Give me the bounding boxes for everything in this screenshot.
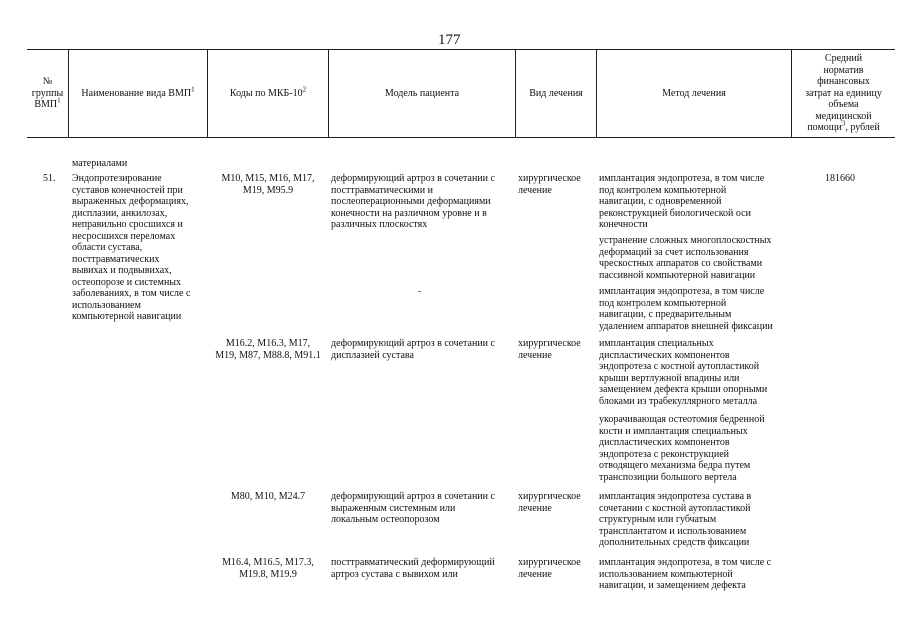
icd-codes: M16.4, M16.5, M17.3, M19.8, M19.9 [222, 557, 314, 580]
continuation-text: материалами [72, 158, 128, 169]
treatment-method: имплантация эндопротеза, в том числе с использованием компьютерной навигации, и замещением дефекта [599, 557, 772, 591]
group-number: 51. [43, 173, 56, 184]
header-cost [792, 50, 895, 137]
patient-model: посттравматический деформирующий артроз сустава с вывихом или [331, 557, 495, 580]
header-method-text: Метод лечения [662, 87, 726, 99]
header-cost-unit: , рублей [845, 122, 880, 134]
treatment-method: укорачивающая остеотомия бедренной кости и имплантация специальных диспластических компонентов эндопротеза с реконструкцией отводящего механизма бедра путем транспозиции большого вертела [599, 414, 765, 483]
footnote-marker: 3 [841, 119, 846, 128]
treatment-type: хирургическое лечение [518, 338, 581, 361]
patient-model: деформирующий артроз в сочетании с посттравматическими и послеоперационными деформациями конечности на различном уровне и в различных плоскостях [331, 173, 495, 230]
header-method [597, 50, 791, 137]
header-cost-text: Средний норматив финансовых затрат на единицу объема медицинской помощи [805, 53, 882, 134]
group-name: Эндопротезирование суставов конечностей при выраженных деформациях, дисплазии, анкилозах, неправильно сросшихся и несросшихся переломах области сустава, посттравматических вывихах и подвывихах, остеопорозе и системных заболеваниях, в том числе с использованием компьютерной навигации [72, 173, 191, 322]
header-type-text: Вид лечения [529, 87, 583, 99]
header-model [329, 50, 515, 137]
header-model-text: Модель пациента [384, 87, 460, 99]
header-group-number [27, 50, 68, 137]
treatment-method: устранение сложных многоплоскостных деформаций за счет использования чрескостных аппаратов со свойствами пассивной компьютерной навигации [599, 235, 772, 281]
table-header-bottom-border [27, 137, 895, 138]
treatment-method: имплантация эндопротеза, в том числе под контролем компьютерной навигации, с предварительным удалением аппаратов внешней фиксации [599, 286, 773, 332]
footnote-marker: 1 [57, 96, 61, 105]
treatment-type: хирургическое лечение [518, 173, 581, 196]
header-name-text: Наименование вида ВМП [81, 87, 192, 99]
treatment-type: хирургическое лечение [518, 491, 581, 514]
header-name [69, 50, 207, 137]
footnote-marker: 2 [302, 85, 307, 94]
header-codes [208, 50, 328, 137]
icd-codes: M80, M10, M24.7 [230, 491, 306, 502]
treatment-method: имплантация эндопротеза сустава в сочетании с костной аутопластикой структурным или губчатым трансплантатом и использованием дополнительных средств фиксации [599, 491, 752, 548]
header-type [516, 50, 596, 137]
header-codes-text: Коды по МКБ-10 [229, 87, 303, 99]
header-group-number-text: № группы ВМП [31, 76, 64, 111]
scan-mark [418, 291, 421, 292]
patient-model: деформирующий артроз в сочетании с выраженным системным или локальным остеопорозом [331, 491, 495, 525]
treatment-method: имплантация специальных диспластических компонентов эндопротеза с костной аутопластикой крыши вертлужной впадины или замещением дефекта крыши опорными блоками из трабекуллярного металла [599, 338, 768, 407]
patient-model: деформирующий артроз в сочетании с дисплазией сустава [331, 338, 495, 361]
icd-codes: M16.2, M16.3, M17, M19, M87, M88.8, M91.1 [215, 338, 321, 361]
treatment-type: хирургическое лечение [518, 557, 581, 580]
page-number: 177 [438, 32, 461, 48]
footnote-marker: 1 [191, 85, 195, 94]
icd-codes: M10, M15, M16, M17, M19, M95.9 [221, 173, 315, 196]
treatment-method: имплантация эндопротеза, в том числе под контролем компьютерной навигации, с одновременной реконструкцией биологической оси конечности [599, 173, 765, 230]
cost-value: 181660 [825, 173, 855, 184]
